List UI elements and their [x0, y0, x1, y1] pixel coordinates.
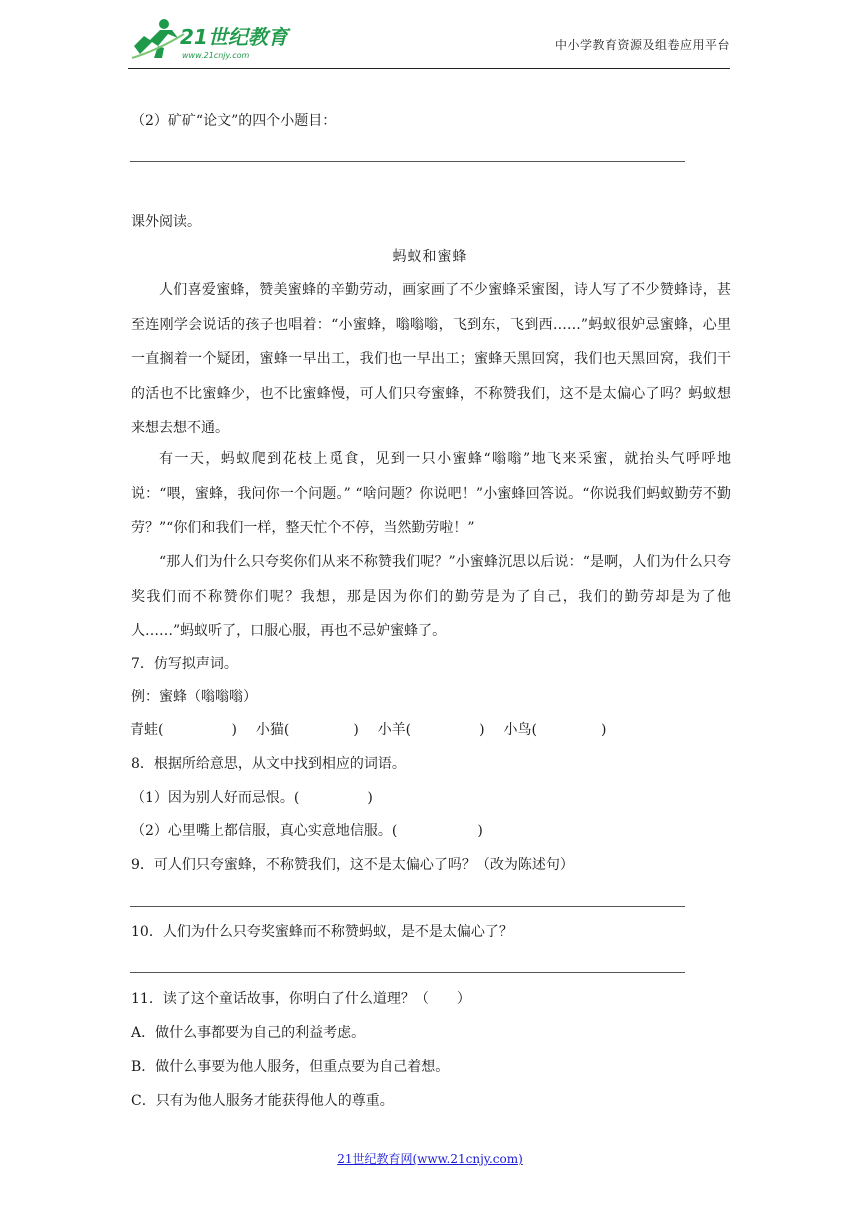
blank-close: ) [231, 722, 237, 738]
blank-close: ) [477, 823, 483, 839]
logo-text: 21世纪教育 [180, 25, 288, 49]
q7-blanks-row [130, 720, 606, 740]
page-header [128, 10, 730, 70]
blank-close: ) [601, 722, 607, 738]
q7-title: 7．仿写拟声词。 [131, 656, 238, 672]
page-footer [0, 1150, 860, 1167]
story-paragraph-1: 人们喜爱蜜蜂，赞美蜜蜂的辛勤劳动，画家画了不少蜜蜂采蜜图，诗人写了不少赞蜂诗，甚至连刚学会说话的孩子也唱着：“小蜜蜂，嗡嗡嗡，飞到东，飞到西……”蚂蚁很妒忌蜜蜂，心里一直搁着一个疑团，蜜蜂一早出工，我们也一早出工；蜜蜂天黑回窝，我们也天黑回窝，我们干的活也不比蜜蜂少，也不比蜜蜂慢，可人们只夸蜜蜂，不称赞我们，这不是太偏心了吗？蚂蚁想来想去想不通。 [131, 282, 731, 436]
q8-title: 8．根据所给意思，从文中找到相应的词语。 [131, 756, 406, 772]
q7-example: 例：蜜蜂（嗡嗡嗡） [131, 689, 257, 705]
blank-close: ) [353, 722, 359, 738]
blank-close: ) [479, 722, 485, 738]
runner-icon [132, 19, 184, 58]
blank-label-sheep: 小羊( [377, 722, 412, 738]
q8-item-1-text: （1）因为别人好而忌恨。( [131, 790, 300, 806]
q11-option-c[interactable]: C．只有为他人服务才能获得他人的尊重。 [131, 1093, 394, 1109]
story-paragraph-2: 有一天，蚂蚁爬到花枝上觅食，见到一只小蜜蜂“嗡嗡”地飞来采蜜，就抬头气呼呼地说：“喂，蜜蜂，我问你一个问题。” “啥问题？你说吧！”小蜜蜂回答说。“你说我们蚂蚁勤劳不勤劳？”“你们和我们一样，整天忙个不停，当然勤劳啦！” [131, 451, 731, 536]
section-title: 课外阅读。 [131, 214, 201, 230]
story-paragraph-3: “那人们为什么只夸奖你们从来不称赞我们呢？”小蜜蜂沉思以后说：“是啊，人们为什么只夸奖我们而不称赞你们呢？我想，那是因为你们的勤劳是为了自己，我们的勤劳却是为了他人……”蚂蚁听了，口服心服，再也不忌妒蜜蜂了。 [131, 554, 731, 639]
answer-line[interactable] [130, 972, 685, 973]
blank-label-cat: 小猫( [255, 722, 290, 738]
blank-close: ) [367, 790, 373, 806]
platform-name: 中小学教育资源及组卷应用平台 [554, 38, 730, 52]
logo [128, 14, 308, 64]
story-title: 蚂蚁和蜜蜂 [392, 249, 468, 265]
q11-option-a[interactable]: A．做什么事都要为自己的利益考虑。 [131, 1025, 366, 1041]
q11-option-b[interactable]: B．做什么事要为他人服务，但重点要为自己着想。 [131, 1059, 450, 1075]
q2-prompt: （2）矿矿“论文”的四个小题目： [131, 113, 337, 129]
q8-item-1 [131, 788, 373, 808]
answer-line[interactable] [130, 906, 685, 907]
answer-line[interactable] [130, 161, 685, 162]
footer-link[interactable]: 21世纪教育网(www.21cnjy.com) [337, 1152, 523, 1166]
q8-item-2 [131, 821, 483, 841]
blank-label-bird: 小鸟( [503, 722, 537, 738]
q9-title: 9．可人们只夸蜜蜂，不称赞我们，这不是太偏心了吗？（改为陈述句） [131, 857, 574, 873]
logo-url: www.21cnjy.com [182, 51, 250, 60]
q10-title: 10．人们为什么只夸奖蜜蜂而不称赞蚂蚁，是不是太偏心了？ [131, 924, 513, 940]
blank-label-frog: 青蛙( [130, 722, 164, 738]
q11-title: 11．读了这个童话故事，你明白了什么道理？（ ） [131, 991, 471, 1007]
q8-item-2-text: （2）心里嘴上都信服，真心实意地信服。( [131, 823, 398, 839]
header-divider [128, 68, 730, 69]
